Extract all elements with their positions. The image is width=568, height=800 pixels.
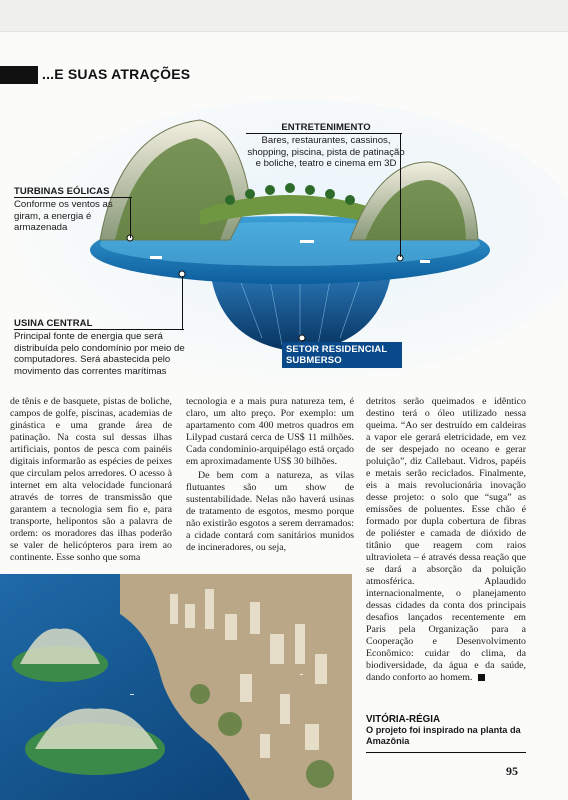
turbinas-leader xyxy=(130,197,131,238)
column-2-paragraph-2: De bem com a natureza, as vilas flutuantes são um show de sustentabilidade. Nelas não haverá usinas de tratamento de esgotos, mesmo porque não existirão esgotos a serem derramados: a cidade contará com sanitários munidos de incineradores, ou seja, xyxy=(186,470,354,553)
turbinas-label xyxy=(14,186,124,234)
usina-title: USINA CENTRAL xyxy=(14,318,93,329)
coastal-city-photo xyxy=(0,574,352,800)
column-2-paragraph-1: tecnologia e a mais pura natureza tem, é claro, um alto preço. Por exemplo: um apartamento com 400 metros quadros em Lilypad custará cerca de US$ 11 milhões. Cada condomínio-arquipélago está orçado em aproximadamente US$ 30 bilhões. xyxy=(186,396,354,467)
page-number: 95 xyxy=(506,764,518,778)
entretenimento-label xyxy=(246,122,406,170)
entretenimento-title: ENTRETENIMENTO xyxy=(281,122,371,133)
section-marker-bar xyxy=(0,66,38,84)
caption-text: O projeto foi inspirado na planta da Amazônia xyxy=(366,725,521,746)
setor-label xyxy=(282,342,402,368)
article-column-3 xyxy=(366,396,526,684)
column-3-text: detritos serão queimados e idêntico destino terá o óleo utilizado nessa queima. “Ao ser destruído em caldeiras a vapor ele gerará eletricidade, em vez de ser despejado no oceano e gerar poluição”, diz Callebaut. Vidros, papéis e metais serão reciclados. Finalmente, eis a mais revolucionária inovação desse projeto: o solo que “suga” as emissões de poluentes. Esse chão é formado por dupla cobertura de fibras de poliéster e camada de dióxido de titânio que reagem com raios ultravioleta – é através dessa reação que se dará a absorção da poluição atmosférica. Aplaudido internacionalmente, o planejamento dessas cidades da conta dos principais desafios lançados recentemente em Paris pela Organização para a Cooperação e Desenvolvimento Econômico: cuidar do clima, da biodiversidade, da água e da saúde, dando conforto ao homem. xyxy=(366,396,526,683)
photo-caption xyxy=(366,714,526,746)
turbinas-title: TURBINAS EÓLICAS xyxy=(14,186,110,197)
turbinas-text: Conforme os ventos as giram, a energia é armazenada xyxy=(14,199,113,233)
page-top-band xyxy=(0,0,568,32)
caption-title: VITÓRIA-RÉGIA xyxy=(366,714,441,725)
usina-label xyxy=(14,318,204,377)
section-title: ...E SUAS ATRAÇÕES xyxy=(42,66,191,82)
article-column-2 xyxy=(186,396,354,554)
usina-text: Principal fonte de energia que será distribuída pelo condomínio por meio de computadores. Será abastecida pelo movimento das correntes marítimas xyxy=(14,331,185,377)
caption-rule xyxy=(366,752,526,753)
entretenimento-text: Bares, restaurantes, cassinos, shopping, piscina, pista de patinação e boliche, teatro e cinema em 3D xyxy=(247,135,405,169)
article-column-1: de tênis e de basquete, pistas de boliche, campos de golfe, piscinas, academias de ginástica e uma grande área de patinação. Na costa sul dessas ilhas artificiais, pontos de pesca com painéis digitais informarão as espécies de peixes que circulam pelos arredores. O acesso à internet em alta velocidade funcionará através de torres de transmissão que garantem a tecnologia sem fio e, para transporte, helipontos são a palavra de ordem: os moradores das ilhas poderão se valer de helicópteros para irem ao continente. Esse sonho que soma xyxy=(10,396,172,563)
setor-title: SETOR RESIDENCIAL SUBMERSO xyxy=(286,344,388,366)
end-mark-icon xyxy=(478,674,485,681)
